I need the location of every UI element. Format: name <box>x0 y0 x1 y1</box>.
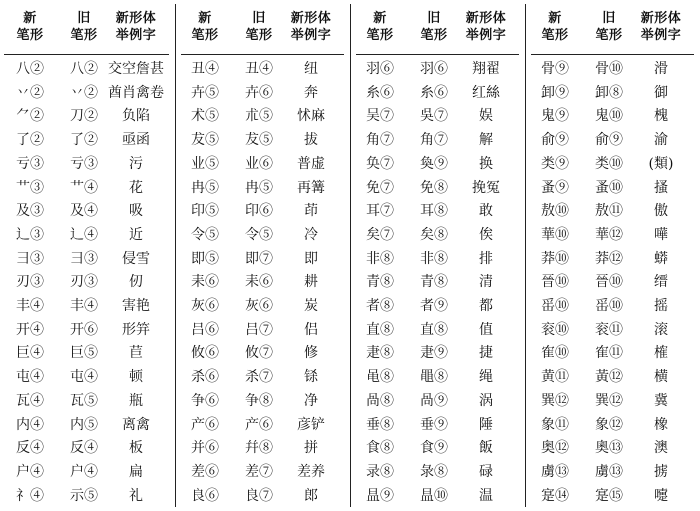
new-form-cell: 卸⑨ <box>541 85 569 101</box>
old-form-cell: 吕⑦ <box>245 322 273 338</box>
old-form-cell: 即⑦ <box>245 251 273 267</box>
table-panel <box>0 0 175 511</box>
example-cell: 差养 <box>297 464 325 480</box>
new-form-cell: 巽⑫ <box>541 393 569 409</box>
header-rule <box>356 54 519 55</box>
new-form-cell: 黾⑧ <box>366 369 394 385</box>
old-form-cell: 丷② <box>70 85 98 101</box>
old-form-cell: 刃③ <box>70 274 98 290</box>
old-form-cell: 幷⑧ <box>245 440 273 456</box>
table-panel <box>175 0 350 511</box>
old-form-cell: 䍃⑩ <box>595 298 623 314</box>
old-form-cell: 角⑦ <box>420 132 448 148</box>
old-form-cell: 俞⑨ <box>595 132 623 148</box>
old-form-cell: 瓦⑤ <box>70 393 98 409</box>
example-cell: 橡 <box>654 417 668 433</box>
old-form-cell: 蚤⑩ <box>595 180 623 196</box>
example-cell: 顿 <box>129 369 143 385</box>
old-form-cell: 昷⑩ <box>420 488 448 504</box>
column-header <box>3 10 57 44</box>
column-header <box>623 10 699 44</box>
example-cell: 形笄 <box>122 322 150 338</box>
old-form-cell: 亏③ <box>70 156 98 172</box>
new-form-cell: 产⑥ <box>191 417 219 433</box>
old-form-cell: 攸⑦ <box>245 345 273 361</box>
old-form-cell: 灰⑥ <box>245 298 273 314</box>
example-cell: 榷 <box>654 345 668 361</box>
example-cell: 普虚 <box>297 156 325 172</box>
header-rule <box>181 54 344 55</box>
new-form-cell: 反④ <box>16 440 44 456</box>
old-form-cell: 丰④ <box>70 298 98 314</box>
new-form-cell: 即⑤ <box>191 251 219 267</box>
old-form-cell: 耳⑧ <box>420 203 448 219</box>
example-cell: 净 <box>304 393 318 409</box>
column-header-bottom: 笔形 <box>541 28 569 43</box>
example-cell: 郎 <box>304 488 318 504</box>
example-cell: 傲 <box>654 203 668 219</box>
new-form-cell: 巨④ <box>16 345 44 361</box>
example-cell: 礼 <box>129 488 143 504</box>
old-form-cell: 敖⑪ <box>595 203 623 219</box>
old-form-cell: 矣⑧ <box>420 227 448 243</box>
old-form-cell: 骨⑩ <box>595 61 623 77</box>
example-cell: 茚 <box>304 203 318 219</box>
old-form-cell: 屯④ <box>70 369 98 385</box>
column-header <box>98 10 174 44</box>
old-form-cell: 及④ <box>70 203 98 219</box>
example-cell: 即 <box>304 251 318 267</box>
new-form-cell: 寔⑭ <box>541 488 569 504</box>
old-form-cell: 丑④ <box>245 61 273 77</box>
example-cell: 俟 <box>479 227 493 243</box>
old-form-cell: 黽⑧ <box>420 369 448 385</box>
example-cell: 碌 <box>479 464 493 480</box>
old-form-cell: 内⑤ <box>70 417 98 433</box>
old-form-cell: 莽⑫ <box>595 251 623 267</box>
example-cell: 滚 <box>654 322 668 338</box>
column-header <box>528 10 582 44</box>
old-form-cell: 业⑥ <box>245 156 273 172</box>
column-header <box>448 10 524 44</box>
new-form-cell: 印⑤ <box>191 203 219 219</box>
new-form-cell: 刃③ <box>16 274 44 290</box>
example-cell: 飯 <box>479 440 493 456</box>
new-form-cell: 象⑪ <box>541 417 569 433</box>
old-form-cell: 杀⑦ <box>245 369 273 385</box>
new-form-cell: 灰⑥ <box>191 298 219 314</box>
example-cell: 耕 <box>304 274 318 290</box>
example-cell: 炭 <box>304 298 318 314</box>
new-form-cell: 开④ <box>16 322 44 338</box>
new-form-cell: 羽⑥ <box>366 61 394 77</box>
example-cell: 奔 <box>304 85 318 101</box>
example-cell: 污 <box>129 156 143 172</box>
example-cell: 搔 <box>654 180 668 196</box>
example-cell: 敢 <box>479 203 493 219</box>
new-form-cell: 虜⑬ <box>541 464 569 480</box>
example-cell: 修 <box>304 345 318 361</box>
new-form-cell: 礻④ <box>16 488 44 504</box>
old-form-cell: 刀② <box>70 108 98 124</box>
old-form-cell: 耒⑥ <box>245 274 273 290</box>
example-cell: 御 <box>654 85 668 101</box>
example-cell: 再篝 <box>297 180 325 196</box>
new-form-cell: 奂⑦ <box>366 156 394 172</box>
header-rule <box>4 54 169 55</box>
old-form-cell: 良⑦ <box>245 488 273 504</box>
example-cell: 板 <box>129 440 143 456</box>
old-form-cell: 彐③ <box>70 251 98 267</box>
new-form-cell: 俞⑨ <box>541 132 569 148</box>
new-form-cell: 黄⑪ <box>541 369 569 385</box>
example-cell: 酋肖禽卷 <box>108 85 164 101</box>
old-form-cell: 巨⑤ <box>70 345 98 361</box>
example-cell: 换 <box>479 156 493 172</box>
new-form-cell: 及③ <box>16 203 44 219</box>
example-cell: 花 <box>129 180 143 196</box>
column-header-bottom: 笔形 <box>420 28 448 43</box>
old-form-cell: 隺⑪ <box>595 345 623 361</box>
new-form-cell: 令⑤ <box>191 227 219 243</box>
column-header-top: 新 <box>23 11 37 26</box>
old-form-cell: 非⑧ <box>420 251 448 267</box>
column-header-top: 新 <box>198 11 212 26</box>
new-form-cell: 非⑧ <box>366 251 394 267</box>
column-header-bottom: 举例字 <box>115 28 157 43</box>
example-cell: 槐 <box>654 108 668 124</box>
example-cell: 拼 <box>304 440 318 456</box>
new-form-cell: 攸⑥ <box>191 345 219 361</box>
new-form-cell: 丰④ <box>16 298 44 314</box>
example-cell: 怵麻 <box>297 108 325 124</box>
column-header-top: 新形体 <box>465 11 507 26</box>
example-cell: 都 <box>479 298 493 314</box>
column-header <box>353 10 407 44</box>
column-header-top: 旧 <box>252 11 266 26</box>
new-form-cell: 术⑤ <box>191 108 219 124</box>
new-form-cell: 鬼⑨ <box>541 108 569 124</box>
example-cell: 瓶 <box>129 393 143 409</box>
column-header-top: 新形体 <box>640 11 682 26</box>
new-form-cell: 者⑧ <box>366 298 394 314</box>
example-cell: 仞 <box>129 274 143 290</box>
new-form-cell: 辶③ <box>16 227 44 243</box>
column-header-top: 旧 <box>77 11 91 26</box>
example-cell: 蟒 <box>654 251 668 267</box>
example-cell: 摇 <box>654 298 668 314</box>
old-form-cell: 卉⑥ <box>245 85 273 101</box>
new-form-cell: 蚤⑨ <box>541 180 569 196</box>
example-cell: 掳 <box>654 464 668 480</box>
example-cell: 横 <box>654 369 668 385</box>
column-header-bottom: 举例字 <box>465 28 507 43</box>
new-form-cell: 糸⑥ <box>366 85 394 101</box>
new-form-cell: 耒⑥ <box>191 274 219 290</box>
column-header-bottom: 笔形 <box>366 28 394 43</box>
old-form-cell: 印⑥ <box>245 203 273 219</box>
example-cell: 翔翟 <box>472 61 500 77</box>
column-header-top: 新形体 <box>115 11 157 26</box>
example-cell: (類) <box>648 156 674 172</box>
new-form-cell: 差⑥ <box>191 464 219 480</box>
column-header <box>273 10 349 44</box>
column-header-top: 新 <box>548 11 562 26</box>
example-cell: 捷 <box>479 345 493 361</box>
table-panel <box>525 0 700 511</box>
example-cell: 滑 <box>654 61 668 77</box>
old-form-cell: 辶④ <box>70 227 98 243</box>
example-cell: 缙 <box>654 274 668 290</box>
column-header-bottom: 笔形 <box>595 28 623 43</box>
new-form-cell: 艹③ <box>16 180 44 196</box>
new-form-cell: 彐③ <box>16 251 44 267</box>
example-cell: 嘩 <box>654 227 668 243</box>
old-form-cell: 疌⑨ <box>420 345 448 361</box>
old-form-cell: 差⑦ <box>245 464 273 480</box>
new-form-cell: 莽⑩ <box>541 251 569 267</box>
new-form-cell: 丑④ <box>191 61 219 77</box>
old-form-cell: 免⑧ <box>420 180 448 196</box>
old-form-cell: 八② <box>70 61 98 77</box>
example-cell: 陲 <box>479 417 493 433</box>
new-form-cell: 冉⑤ <box>191 180 219 196</box>
new-form-cell: 免⑦ <box>366 180 394 196</box>
new-form-cell: 疌⑧ <box>366 345 394 361</box>
new-form-cell: 犮⑤ <box>191 132 219 148</box>
old-form-cell: 示⑤ <box>70 488 98 504</box>
old-form-cell: 产⑥ <box>245 417 273 433</box>
new-form-cell: 青⑧ <box>366 274 394 290</box>
old-form-cell: 卸⑧ <box>595 85 623 101</box>
column-header <box>178 10 232 44</box>
new-form-cell: 吴⑦ <box>366 108 394 124</box>
new-form-cell: 䍃⑩ <box>541 298 569 314</box>
column-header-bottom: 笔形 <box>245 28 273 43</box>
example-cell: 害艳 <box>122 298 150 314</box>
new-form-cell: 吕⑥ <box>191 322 219 338</box>
example-cell: 清 <box>479 274 493 290</box>
new-form-cell: 瓦④ <box>16 393 44 409</box>
old-form-cell: 吳⑦ <box>420 108 448 124</box>
new-form-cell: 晉⑩ <box>541 274 569 290</box>
example-cell: 拔 <box>304 132 318 148</box>
column-header-top: 旧 <box>427 11 441 26</box>
example-cell: 嚏 <box>654 488 668 504</box>
example-cell: 冷 <box>304 227 318 243</box>
column-header-top: 新 <box>373 11 387 26</box>
new-form-cell: 户④ <box>16 464 44 480</box>
old-form-cell: 晉⑩ <box>595 274 623 290</box>
new-form-cell: 良⑥ <box>191 488 219 504</box>
new-form-cell: 咼⑧ <box>366 393 394 409</box>
old-form-cell: 艹④ <box>70 180 98 196</box>
new-form-cell: 敖⑩ <box>541 203 569 219</box>
new-form-cell: 杀⑥ <box>191 369 219 385</box>
old-form-cell: 彔⑧ <box>420 464 448 480</box>
new-form-cell: 了② <box>16 132 44 148</box>
new-form-cell: 屯④ <box>16 369 44 385</box>
new-form-cell: 奥⑫ <box>541 440 569 456</box>
example-cell: 亟函 <box>122 132 150 148</box>
example-cell: 渝 <box>654 132 668 148</box>
new-form-cell: 争⑥ <box>191 393 219 409</box>
table-panel <box>350 0 525 511</box>
old-form-cell: 了② <box>70 132 98 148</box>
column-header-bottom: 笔形 <box>70 28 98 43</box>
example-cell: 值 <box>479 322 493 338</box>
example-cell: 涡 <box>479 393 493 409</box>
example-cell: 纽 <box>304 61 318 77</box>
old-form-cell: 争⑧ <box>245 393 273 409</box>
new-form-cell: 角⑦ <box>366 132 394 148</box>
old-form-cell: 巽⑫ <box>595 393 623 409</box>
old-form-cell: 虜⑬ <box>595 464 623 480</box>
new-form-cell: 華⑩ <box>541 227 569 243</box>
old-form-cell: 鬼⑩ <box>595 108 623 124</box>
new-form-cell: 亏③ <box>16 156 44 172</box>
example-cell: 苣 <box>129 345 143 361</box>
example-cell: 挽冤 <box>472 180 500 196</box>
header-rule <box>531 54 694 55</box>
example-cell: 娱 <box>479 108 493 124</box>
example-cell: 冀 <box>654 393 668 409</box>
old-form-cell: 衮⑪ <box>595 322 623 338</box>
new-form-cell: 类⑨ <box>541 156 569 172</box>
new-form-cell: 并⑥ <box>191 440 219 456</box>
new-form-cell: 丷② <box>16 85 44 101</box>
new-form-cell: 骨⑨ <box>541 61 569 77</box>
old-form-cell: 犮⑤ <box>245 132 273 148</box>
example-cell: 绳 <box>479 369 493 385</box>
new-form-cell: 衮⑩ <box>541 322 569 338</box>
old-form-cell: 类⑩ <box>595 156 623 172</box>
old-form-cell: 者⑨ <box>420 298 448 314</box>
example-cell: 彦铲 <box>297 417 325 433</box>
example-cell: 侵雪 <box>122 251 150 267</box>
example-cell: 扁 <box>129 464 143 480</box>
new-form-cell: 内④ <box>16 417 44 433</box>
old-form-cell: 青⑧ <box>420 274 448 290</box>
example-cell: 负陷 <box>122 108 150 124</box>
old-form-cell: 糸⑥ <box>420 85 448 101</box>
new-form-cell: 昷⑨ <box>366 488 394 504</box>
example-cell: 侣 <box>304 322 318 338</box>
old-form-cell: 令⑤ <box>245 227 273 243</box>
column-header-bottom: 举例字 <box>640 28 682 43</box>
column-header-top: 新形体 <box>290 11 332 26</box>
old-form-cell: 華⑫ <box>595 227 623 243</box>
column-header-top: 旧 <box>602 11 616 26</box>
example-cell: 温 <box>479 488 493 504</box>
old-form-cell: 黃⑫ <box>595 369 623 385</box>
old-form-cell: 冉⑤ <box>245 180 273 196</box>
example-cell: 近 <box>129 227 143 243</box>
old-form-cell: 象⑫ <box>595 417 623 433</box>
old-form-cell: 咼⑨ <box>420 393 448 409</box>
column-header-bottom: 举例字 <box>290 28 332 43</box>
new-form-cell: 隺⑩ <box>541 345 569 361</box>
old-form-cell: 奐⑨ <box>420 156 448 172</box>
new-form-cell: ⺈② <box>16 108 44 124</box>
old-form-cell: 直⑧ <box>420 322 448 338</box>
example-cell: 红絲 <box>472 85 500 101</box>
old-form-cell: 垂⑨ <box>420 417 448 433</box>
new-form-cell: 耳⑦ <box>366 203 394 219</box>
old-form-cell: 朮⑤ <box>245 108 273 124</box>
column-header-bottom: 笔形 <box>16 28 44 43</box>
new-form-cell: 垂⑧ <box>366 417 394 433</box>
old-form-cell: 羽⑥ <box>420 61 448 77</box>
old-form-cell: 奧⑬ <box>595 440 623 456</box>
old-form-cell: 户④ <box>70 464 98 480</box>
new-form-cell: 直⑧ <box>366 322 394 338</box>
example-cell: 铩 <box>304 369 318 385</box>
old-form-cell: 寔⑮ <box>595 488 623 504</box>
old-form-cell: 食⑨ <box>420 440 448 456</box>
new-form-cell: 卉⑤ <box>191 85 219 101</box>
new-form-cell: 业⑤ <box>191 156 219 172</box>
example-cell: 交空詹甚 <box>108 61 164 77</box>
new-form-cell: 录⑧ <box>366 464 394 480</box>
example-cell: 吸 <box>129 203 143 219</box>
example-cell: 解 <box>479 132 493 148</box>
new-form-cell: 矣⑦ <box>366 227 394 243</box>
example-cell: 澳 <box>654 440 668 456</box>
old-form-cell: 开⑥ <box>70 322 98 338</box>
example-cell: 排 <box>479 251 493 267</box>
new-form-cell: 八② <box>16 61 44 77</box>
new-form-cell: 食⑧ <box>366 440 394 456</box>
old-form-cell: 反④ <box>70 440 98 456</box>
column-header-bottom: 笔形 <box>191 28 219 43</box>
example-cell: 离禽 <box>122 417 150 433</box>
